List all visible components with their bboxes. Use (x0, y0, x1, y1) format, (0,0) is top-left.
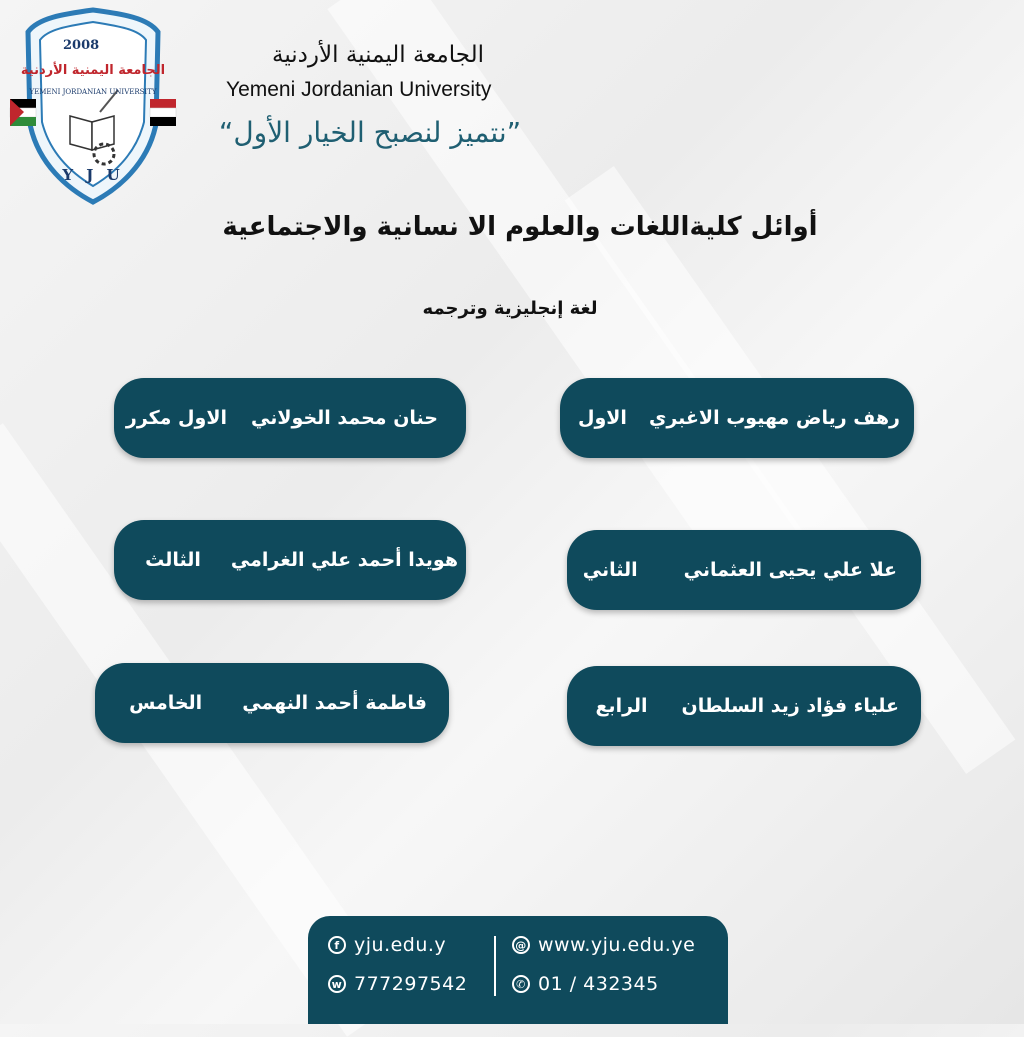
website-url: www.yju.edu.ye (538, 934, 696, 956)
student-card-fourth (567, 666, 921, 746)
university-logo (8, 4, 178, 209)
student-card-third (114, 520, 466, 600)
facebook-handle: yju.edu.y (354, 934, 447, 956)
university-name-arabic: الجامعة اليمنية الأردنية (272, 42, 484, 68)
footer-divider (494, 936, 496, 996)
page-title: أوائل كليةاللغات والعلوم الا نسانية والاجتماعية (222, 212, 818, 242)
university-slogan: ”نتميز لنصبح الخيار الأول“ (218, 116, 522, 149)
whatsapp-link[interactable] (328, 973, 467, 995)
student-rank: الرابع (595, 695, 648, 717)
whatsapp-number: 777297542 (354, 973, 468, 995)
student-rank: الخامس (129, 692, 203, 714)
phone-number: 01 / 432345 (538, 973, 659, 995)
globe-icon: @ (512, 936, 530, 954)
student-card-fifth (95, 663, 449, 743)
website-link[interactable] (512, 934, 695, 956)
student-rank: الثالث (145, 549, 201, 571)
logo-arabic-text: الجامعة اليمنية الأردنية (20, 63, 166, 78)
student-name: رهف رياض مهيوب الاغبري (648, 407, 900, 429)
student-rank: الاول مكرر (125, 407, 228, 429)
phone-link[interactable] (512, 973, 659, 995)
whatsapp-icon: w (328, 975, 346, 993)
student-rank: الاول (577, 407, 627, 429)
phone-icon: ✆ (512, 975, 530, 993)
student-card-first (560, 378, 914, 458)
student-name: فاطمة أحمد النهمي (242, 692, 427, 714)
department-name: لغة إنجليزية وترجمه (422, 298, 598, 319)
logo-english-text: YEMENI JORDANIAN UNIVERSITY (29, 88, 157, 96)
student-name: علا علي يحيى العثماني (683, 559, 897, 581)
student-name: علياء فؤاد زيد السلطان (681, 695, 899, 717)
student-card-second (567, 530, 921, 610)
student-card-first-repeat (114, 378, 466, 458)
facebook-icon: f (328, 936, 346, 954)
student-name: هويدا أحمد علي الغرامي (230, 549, 458, 571)
student-name: حنان محمد الخولاني (251, 407, 438, 429)
university-name-english: Yemeni Jordanian University (226, 78, 492, 101)
facebook-link[interactable] (328, 934, 446, 956)
student-rank: الثاني (582, 559, 638, 581)
logo-year: 2008 (63, 38, 100, 53)
logo-initials: Y J U (62, 166, 124, 184)
contact-footer (308, 916, 728, 1024)
